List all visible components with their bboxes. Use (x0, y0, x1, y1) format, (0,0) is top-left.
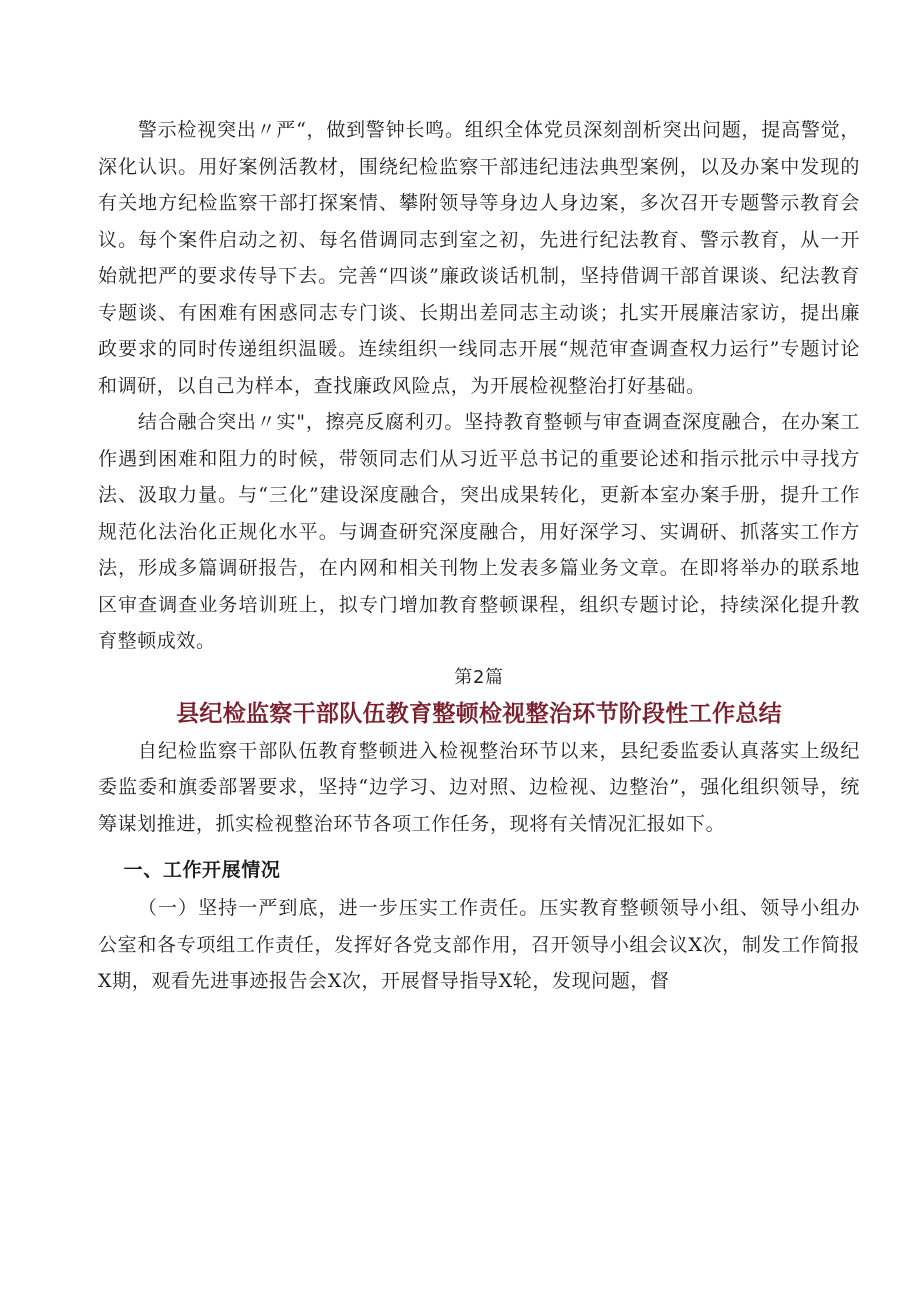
paragraph-section-one: （一）坚持一严到底，进一步压实工作责任。压实教育整顿领导小组、领导小组办公室和各专项组工作责任，发挥好各党支部作用，召开领导小组会议X次，制发工作简报X期，观看先进事迹报告会X次，开展督导指导X轮，发现问题，督 (98, 897, 860, 992)
paragraph-intro: 自纪检监察干部队伍教育整顿进入检视整治环节以来，县纪委监委认真落实上级纪委监委和旗委部署要求，坚持“边学习、边对照、边检视、边整治”，强化组织领导，统筹谋划推进，抓实检视整治环节各项工作任务，现将有关情况汇报如下。 (98, 739, 860, 835)
chapter-label: 第2篇 (454, 666, 504, 688)
section-heading: 一、工作开展情况 (123, 859, 281, 881)
document-body (98, 112, 860, 1000)
paragraph-warning-review: 警示检视突出〃严“，做到警钟长鸣。组织全体党员深刻剖析突出问题，提高警觉，深化认识。用好案例活教材，围绕纪检监察干部违纪违法典型案例，以及办案中发现的有关地方纪检监察干部打探案情、攀附领导等身边人身边案，多次召开专题警示教育会议。每个案件启动之初、每名借调同志到室之初，先进行纪法教育、警示教育，从一开始就把严的要求传导下去。完善“四谈”廉政谈话机制，坚持借调干部首课谈、纪法教育专题谈、有困难有困惑同志专门谈、长期出差同志主动谈；扎实开展廉洁家访，提出廉政要求的同时传递组织温暖。连续组织一线同志开展“规范审查调查权力运行”专题讨论和调研，以自己为样本，查找廉政风险点，为开展检视整治打好基础。 (98, 119, 860, 397)
paragraph-integration: 结合融合突出〃实"，擦亮反腐利刃。坚持教育整顿与审查调查深度融合，在办案工作遇到困难和阻力的时候，带领同志们从习近平总书记的重要论述和指示批示中寻找方法、汲取力量。与“三化”建设深度融合，突出成果转化，更新本室办案手册，提升工作规范化法治化正规化水平。与调查研究深度融合，用好深学习、实调研、抓落实工作方法，形成多篇调研报告，在内网和相关刊物上发表多篇业务文章。在即将举办的联系地区审查调查业务培训班上，拟专门增加教育整顿课程，组织专题讨论，持续深化提升教育整顿成效。 (98, 411, 860, 652)
document-title: 县纪检监察干部队伍教育整顿检视整治环节阶段性工作总结 (176, 700, 782, 727)
